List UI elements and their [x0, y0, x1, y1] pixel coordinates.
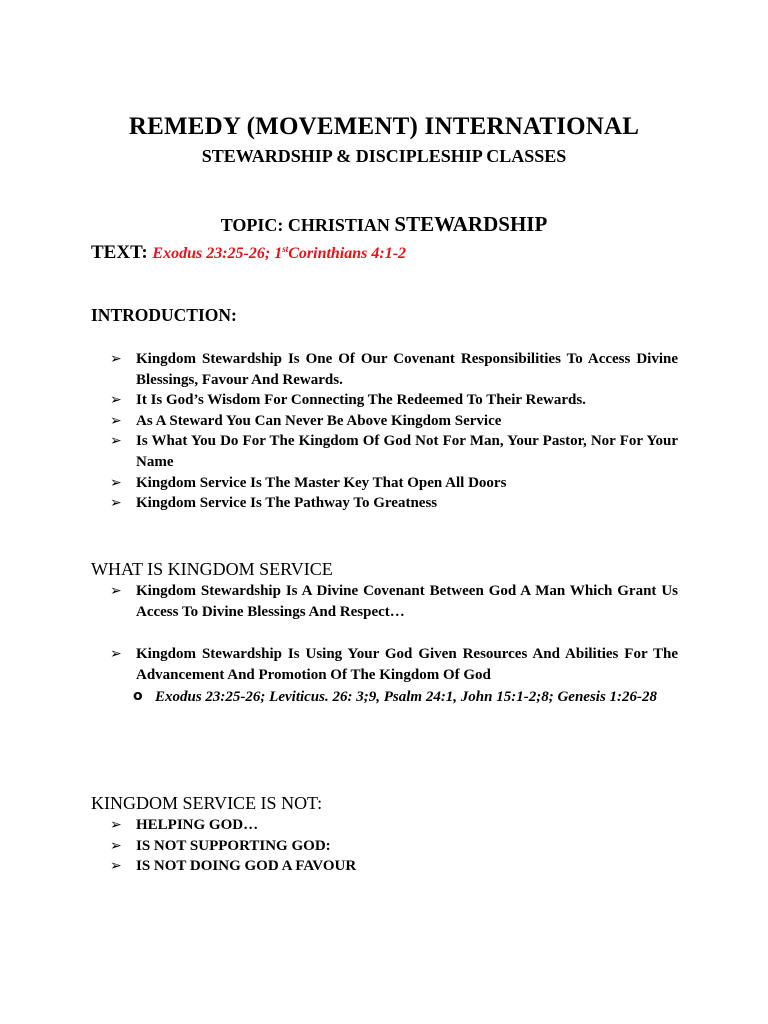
arrowhead-bullet-icon: ➢ [110, 837, 122, 854]
what-is-list [110, 581, 678, 708]
arrowhead-bullet-icon: ➢ [110, 583, 122, 599]
list-item-text: IS NOT DOING GOD A FAVOUR [136, 858, 357, 875]
scripture-sub-item-text: Exodus 23:25-26; Leviticus. 26: 3;9, Psalm 24:1, John 15:1-2;8; Genesis 1:26-28 [155, 689, 658, 706]
arrowhead-bullet-icon: ➢ [110, 474, 122, 491]
arrowhead-bullet-icon: ➢ [110, 433, 122, 450]
text-reference-line [91, 242, 406, 264]
list-item [110, 349, 678, 390]
list-item [110, 581, 678, 622]
list-item-text: It Is God’s Wisdom For Connecting The Redeemed To Their Rewards. [136, 392, 586, 409]
list-item [110, 411, 678, 432]
scripture-reference-part2: Corinthians 4:1-2 [288, 245, 407, 262]
is-not-list [110, 815, 678, 877]
document-subtitle: STEWARDSHIP & DISCIPLESHIP CLASSES [201, 146, 567, 166]
text-label: TEXT: [91, 242, 153, 263]
ordinal-superscript: st [282, 244, 289, 254]
kingdom-service-is-not-heading: KINGDOM SERVICE IS NOT: [91, 793, 323, 813]
list-item [110, 856, 678, 877]
arrowhead-bullet-icon: ➢ [110, 351, 122, 367]
list-item-text: Is What You Do For The Kingdom Of God Not For Man, Your Pastor, Nor For Your Name [136, 433, 678, 470]
arrowhead-bullet-icon: ➢ [110, 392, 122, 409]
introduction-heading: INTRODUCTION: [91, 305, 237, 325]
list-item-text: Kingdom Service Is The Master Key That Open All Doors [136, 474, 507, 491]
arrowhead-bullet-icon: ➢ [110, 817, 122, 833]
scripture-sub-item [110, 686, 678, 708]
list-item-text: Kingdom Service Is The Pathway To Greatness [136, 495, 438, 512]
arrowhead-bullet-icon: ➢ [110, 858, 122, 875]
list-item [110, 644, 678, 685]
introduction-list [110, 349, 678, 514]
list-item-text: IS NOT SUPPORTING GOD: [136, 837, 331, 854]
list-item [110, 473, 678, 494]
arrowhead-bullet-icon: ➢ [110, 495, 122, 512]
list-item [110, 815, 678, 836]
spacer [110, 622, 678, 644]
document-title: REMEDY (MOVEMENT) INTERNATIONAL [128, 113, 640, 140]
list-item-text: As A Steward You Can Never Be Above Kingdom Service [136, 412, 502, 429]
topic-line [0, 212, 768, 237]
arrowhead-bullet-icon: ➢ [110, 646, 122, 663]
topic-value: STEWARDSHIP [394, 212, 548, 236]
what-is-kingdom-service-heading: WHAT IS KINGDOM SERVICE [91, 559, 333, 579]
list-item-text: HELPING GOD… [136, 817, 259, 833]
list-item-text: Kingdom Stewardship Is Using Your God Given Resources And Abilities For The Advancement And Promotion Of The Kingdom Of God [136, 646, 678, 683]
list-item-text: Kingdom Stewardship Is A Divine Covenant Between God A Man Which Grant Us Access To Divine Blessings And Respect… [136, 583, 678, 620]
list-item [110, 390, 678, 411]
arrowhead-bullet-icon: ➢ [110, 412, 122, 429]
list-item-text: Kingdom Stewardship Is One Of Our Covenant Responsibilities To Access Divine Blessings, Favour And Rewards. [136, 351, 678, 388]
topic-label: TOPIC: CHRISTIAN [220, 215, 395, 235]
list-item [110, 431, 678, 472]
list-item [110, 493, 678, 514]
scripture-reference-part1: Exodus 23:25-26; 1 [152, 245, 283, 262]
circle-bullet-icon: o [133, 688, 143, 705]
scripture-reference [152, 245, 406, 262]
list-item [110, 836, 678, 857]
